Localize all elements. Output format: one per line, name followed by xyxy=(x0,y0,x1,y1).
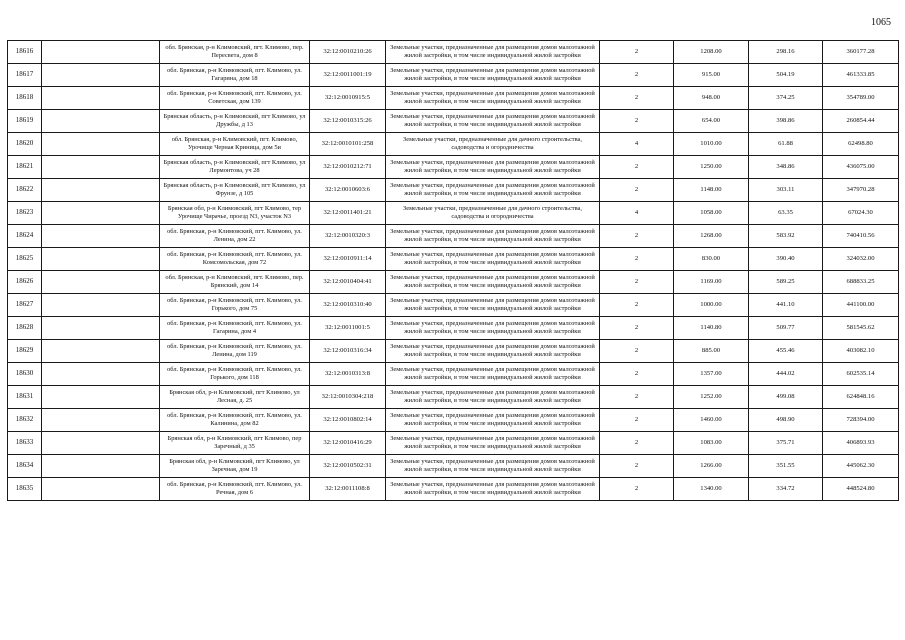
cadastral-number-cell: 32:12:0011001:5 xyxy=(310,317,386,340)
cadastral-value-cell: 354789.00 xyxy=(823,87,899,110)
land-use-cell: Земельные участки, предназначенные для размещения домов малоэтажной жилой застройки, в том числе индивидуальной жилой застройки xyxy=(386,156,600,179)
address-cell: Брянская область, р-н Климовский, пгт Климово, ул Лермонтова, уч 28 xyxy=(160,156,310,179)
address-cell: Брянская область, р-н Климовский, пгт Климово, ул Дружбы, д 13 xyxy=(160,110,310,133)
land-use-cell: Земельные участки, предназначенные для размещения домов малоэтажной жилой застройки, в том числе индивидуальной жилой застройки xyxy=(386,340,600,363)
cadastral-number-cell: 32:12:0010315:26 xyxy=(310,110,386,133)
empty-cell xyxy=(42,179,160,202)
table-row xyxy=(8,133,899,156)
address-cell: Брянская область, р-н Климовский, пгт Климово, ул Фрунзе, д 105 xyxy=(160,179,310,202)
address-cell: обл. Брянская, р-н Климовский, пгт. Климово, ул. Горького, дом 118 xyxy=(160,363,310,386)
row-number-cell: 18628 xyxy=(8,317,42,340)
specific-value-cell: 390.40 xyxy=(749,248,823,271)
area-cell: 915.00 xyxy=(674,64,749,87)
group-code-cell: 4 xyxy=(600,133,674,156)
table-row xyxy=(8,363,899,386)
row-number-cell: 18621 xyxy=(8,156,42,179)
empty-cell xyxy=(42,110,160,133)
group-code-cell: 2 xyxy=(600,156,674,179)
area-cell: 1460.00 xyxy=(674,409,749,432)
specific-value-cell: 61.88 xyxy=(749,133,823,156)
land-use-cell: Земельные участки, предназначенные для размещения домов малоэтажной жилой застройки, в том числе индивидуальной жилой застройки xyxy=(386,271,600,294)
cadastral-number-cell: 32:12:0010802:14 xyxy=(310,409,386,432)
address-cell: обл. Брянская, р-н Климовский, пгт. Климово, ул. Комсомольская, дом 72 xyxy=(160,248,310,271)
area-cell: 1250.00 xyxy=(674,156,749,179)
specific-value-cell: 504.19 xyxy=(749,64,823,87)
empty-cell xyxy=(42,202,160,225)
land-use-cell: Земельные участки, предназначенные для размещения домов малоэтажной жилой застройки, в том числе индивидуальной жилой застройки xyxy=(386,87,600,110)
empty-cell xyxy=(42,294,160,317)
specific-value-cell: 455.46 xyxy=(749,340,823,363)
area-cell: 1268.00 xyxy=(674,225,749,248)
table-row xyxy=(8,248,899,271)
address-cell: обл. Брянская, р-н Климовский, пгт. Климово, Урочище Черная Криница, дом 5и xyxy=(160,133,310,156)
specific-value-cell: 375.71 xyxy=(749,432,823,455)
address-cell: Брянская обл, р-н Климовский, пгт Климово, ул Лесная, д. 25 xyxy=(160,386,310,409)
specific-value-cell: 398.86 xyxy=(749,110,823,133)
row-number-cell: 18623 xyxy=(8,202,42,225)
address-cell: обл. Брянская, р-н Климовский, пгт. Климово, ул. Ленина, дом 119 xyxy=(160,340,310,363)
table-row xyxy=(8,156,899,179)
cadastral-number-cell: 32:12:0010101:258 xyxy=(310,133,386,156)
table-row xyxy=(8,225,899,248)
specific-value-cell: 334.72 xyxy=(749,478,823,501)
table-row xyxy=(8,271,899,294)
cadastral-number-cell: 32:12:0010313:8 xyxy=(310,363,386,386)
area-cell: 1208.00 xyxy=(674,41,749,64)
table-row xyxy=(8,41,899,64)
land-use-cell: Земельные участки, предназначенные для размещения домов малоэтажной жилой застройки, в том числе индивидуальной жилой застройки xyxy=(386,478,600,501)
row-number-cell: 18627 xyxy=(8,294,42,317)
area-cell: 1010.00 xyxy=(674,133,749,156)
cadastral-registry-table xyxy=(7,40,899,501)
land-use-cell: Земельные участки, предназначенные для размещения домов малоэтажной жилой застройки, в том числе индивидуальной жилой застройки xyxy=(386,64,600,87)
cadastral-number-cell: 32:12:0010603:6 xyxy=(310,179,386,202)
empty-cell xyxy=(42,455,160,478)
area-cell: 1340.00 xyxy=(674,478,749,501)
row-number-cell: 18632 xyxy=(8,409,42,432)
cadastral-value-cell: 324032.00 xyxy=(823,248,899,271)
area-cell: 1169.00 xyxy=(674,271,749,294)
area-cell: 1000.00 xyxy=(674,294,749,317)
address-cell: обл. Брянская, р-н Климовский, пгт. Климово, ул. Ленина, дом 22 xyxy=(160,225,310,248)
group-code-cell: 2 xyxy=(600,455,674,478)
cadastral-number-cell: 32:12:0010911:14 xyxy=(310,248,386,271)
empty-cell xyxy=(42,156,160,179)
address-cell: Брянская обл, р-н Климовский, пгт Климово, пер Заречный, д 35 xyxy=(160,432,310,455)
cadastral-number-cell: 32:12:0010502:31 xyxy=(310,455,386,478)
group-code-cell: 2 xyxy=(600,340,674,363)
cadastral-value-cell: 445062.30 xyxy=(823,455,899,478)
cadastral-value-cell: 436075.00 xyxy=(823,156,899,179)
row-number-cell: 18622 xyxy=(8,179,42,202)
land-use-cell: Земельные участки, предназначенные для размещения домов малоэтажной жилой застройки, в том числе индивидуальной жилой застройки xyxy=(386,294,600,317)
specific-value-cell: 498.90 xyxy=(749,409,823,432)
empty-cell xyxy=(42,225,160,248)
cadastral-value-cell: 448524.80 xyxy=(823,478,899,501)
area-cell: 1357.00 xyxy=(674,363,749,386)
empty-cell xyxy=(42,87,160,110)
specific-value-cell: 63.35 xyxy=(749,202,823,225)
empty-cell xyxy=(42,41,160,64)
cadastral-value-cell: 403082.10 xyxy=(823,340,899,363)
cadastral-value-cell: 461333.85 xyxy=(823,64,899,87)
cadastral-number-cell: 32:12:0011001:19 xyxy=(310,64,386,87)
group-code-cell: 2 xyxy=(600,179,674,202)
table-row xyxy=(8,340,899,363)
address-cell: Брянская обл, р-н Климовский, пгт Климово, ул Заречная, дом 19 xyxy=(160,455,310,478)
empty-cell xyxy=(42,478,160,501)
row-number-cell: 18626 xyxy=(8,271,42,294)
cadastral-value-cell: 740410.56 xyxy=(823,225,899,248)
table-row xyxy=(8,317,899,340)
empty-cell xyxy=(42,317,160,340)
area-cell: 948.00 xyxy=(674,87,749,110)
page-number: 1065 xyxy=(871,17,891,28)
group-code-cell: 2 xyxy=(600,271,674,294)
cadastral-number-cell: 32:12:0010310:40 xyxy=(310,294,386,317)
land-use-cell: Земельные участки, предназначенные для размещения домов малоэтажной жилой застройки, в том числе индивидуальной жилой застройки xyxy=(386,455,600,478)
row-number-cell: 18631 xyxy=(8,386,42,409)
cadastral-value-cell: 260854.44 xyxy=(823,110,899,133)
specific-value-cell: 348.86 xyxy=(749,156,823,179)
table-row xyxy=(8,409,899,432)
land-use-cell: Земельные участки, предназначенные для размещения домов малоэтажной жилой застройки, в том числе индивидуальной жилой застройки xyxy=(386,386,600,409)
address-cell: обл. Брянская, р-н Климовский, пгт. Климово, пер. Пересвета, дом 8 xyxy=(160,41,310,64)
cadastral-value-cell: 347970.28 xyxy=(823,179,899,202)
specific-value-cell: 589.25 xyxy=(749,271,823,294)
cadastral-number-cell: 32:12:0010212:71 xyxy=(310,156,386,179)
cadastral-number-cell: 32:12:0011108:8 xyxy=(310,478,386,501)
group-code-cell: 2 xyxy=(600,87,674,110)
group-code-cell: 2 xyxy=(600,225,674,248)
row-number-cell: 18635 xyxy=(8,478,42,501)
land-use-cell: Земельные участки, предназначенные для размещения домов малоэтажной жилой застройки, в том числе индивидуальной жилой застройки xyxy=(386,41,600,64)
area-cell: 830.00 xyxy=(674,248,749,271)
group-code-cell: 2 xyxy=(600,64,674,87)
cadastral-number-cell: 32:12:0010210:26 xyxy=(310,41,386,64)
address-cell: обл. Брянская, р-н Климовский, пгт. Климово, ул. Речная, дом 6 xyxy=(160,478,310,501)
group-code-cell: 2 xyxy=(600,294,674,317)
empty-cell xyxy=(42,432,160,455)
row-number-cell: 18625 xyxy=(8,248,42,271)
area-cell: 1252.00 xyxy=(674,386,749,409)
group-code-cell: 2 xyxy=(600,478,674,501)
land-use-cell: Земельные участки, предназначенные для дачного строительства, садоводства и огородничества xyxy=(386,133,600,156)
group-code-cell: 2 xyxy=(600,110,674,133)
cadastral-value-cell: 67024.30 xyxy=(823,202,899,225)
row-number-cell: 18617 xyxy=(8,64,42,87)
group-code-cell: 2 xyxy=(600,432,674,455)
land-use-cell: Земельные участки, предназначенные для размещения домов малоэтажной жилой застройки, в том числе индивидуальной жилой застройки xyxy=(386,432,600,455)
cadastral-value-cell: 688833.25 xyxy=(823,271,899,294)
cadastral-value-cell: 406893.93 xyxy=(823,432,899,455)
table-row xyxy=(8,386,899,409)
cadastral-number-cell: 32:12:0010304:218 xyxy=(310,386,386,409)
row-number-cell: 18633 xyxy=(8,432,42,455)
specific-value-cell: 499.08 xyxy=(749,386,823,409)
table-row xyxy=(8,478,899,501)
group-code-cell: 2 xyxy=(600,248,674,271)
empty-cell xyxy=(42,133,160,156)
row-number-cell: 18630 xyxy=(8,363,42,386)
land-use-cell: Земельные участки, предназначенные для дачного строительства, садоводства и огородничества xyxy=(386,202,600,225)
table-row xyxy=(8,64,899,87)
cadastral-value-cell: 62498.80 xyxy=(823,133,899,156)
land-use-cell: Земельные участки, предназначенные для размещения домов малоэтажной жилой застройки, в том числе индивидуальной жилой застройки xyxy=(386,363,600,386)
area-cell: 1266.00 xyxy=(674,455,749,478)
specific-value-cell: 298.16 xyxy=(749,41,823,64)
table-row xyxy=(8,179,899,202)
cadastral-number-cell: 32:12:0010416:29 xyxy=(310,432,386,455)
cadastral-value-cell: 581545.62 xyxy=(823,317,899,340)
specific-value-cell: 374.25 xyxy=(749,87,823,110)
land-use-cell: Земельные участки, предназначенные для размещения домов малоэтажной жилой застройки, в том числе индивидуальной жилой застройки xyxy=(386,248,600,271)
area-cell: 1058.00 xyxy=(674,202,749,225)
empty-cell xyxy=(42,64,160,87)
table-row xyxy=(8,432,899,455)
specific-value-cell: 509.77 xyxy=(749,317,823,340)
specific-value-cell: 583.92 xyxy=(749,225,823,248)
area-cell: 885.00 xyxy=(674,340,749,363)
cadastral-value-cell: 441100.00 xyxy=(823,294,899,317)
empty-cell xyxy=(42,363,160,386)
group-code-cell: 2 xyxy=(600,363,674,386)
group-code-cell: 2 xyxy=(600,409,674,432)
specific-value-cell: 303.11 xyxy=(749,179,823,202)
address-cell: обл. Брянская, р-н Климовский, пгт. Климово, ул. Горького, дом 75 xyxy=(160,294,310,317)
row-number-cell: 18624 xyxy=(8,225,42,248)
table-row xyxy=(8,455,899,478)
address-cell: обл. Брянская, р-н Климовский, пгт. Климово, ул. Калинина, дом 82 xyxy=(160,409,310,432)
empty-cell xyxy=(42,271,160,294)
table-row xyxy=(8,202,899,225)
address-cell: обл. Брянская, р-н Климовский, пгт. Климово, пер. Брянский, дом 14 xyxy=(160,271,310,294)
land-use-cell: Земельные участки, предназначенные для размещения домов малоэтажной жилой застройки, в том числе индивидуальной жилой застройки xyxy=(386,317,600,340)
cadastral-value-cell: 602535.14 xyxy=(823,363,899,386)
group-code-cell: 2 xyxy=(600,317,674,340)
row-number-cell: 18634 xyxy=(8,455,42,478)
land-use-cell: Земельные участки, предназначенные для размещения домов малоэтажной жилой застройки, в том числе индивидуальной жилой застройки xyxy=(386,179,600,202)
land-use-cell: Земельные участки, предназначенные для размещения домов малоэтажной жилой застройки, в том числе индивидуальной жилой застройки xyxy=(386,225,600,248)
specific-value-cell: 444.02 xyxy=(749,363,823,386)
area-cell: 1148.00 xyxy=(674,179,749,202)
address-cell: обл. Брянская, р-н Климовский, пгт. Климово, ул. Гагарина, дом 4 xyxy=(160,317,310,340)
specific-value-cell: 351.55 xyxy=(749,455,823,478)
group-code-cell: 4 xyxy=(600,202,674,225)
cadastral-value-cell: 624848.16 xyxy=(823,386,899,409)
group-code-cell: 2 xyxy=(600,386,674,409)
empty-cell xyxy=(42,248,160,271)
row-number-cell: 18629 xyxy=(8,340,42,363)
empty-cell xyxy=(42,409,160,432)
row-number-cell: 18616 xyxy=(8,41,42,64)
address-cell: обл. Брянская, р-н Климовский, пгт. Климово, ул. Советская, дом 139 xyxy=(160,87,310,110)
table-row xyxy=(8,110,899,133)
specific-value-cell: 441.10 xyxy=(749,294,823,317)
area-cell: 1083.00 xyxy=(674,432,749,455)
group-code-cell: 2 xyxy=(600,41,674,64)
cadastral-number-cell: 32:12:0010316:34 xyxy=(310,340,386,363)
cadastral-number-cell: 32:12:0010404:41 xyxy=(310,271,386,294)
area-cell: 654.00 xyxy=(674,110,749,133)
empty-cell xyxy=(42,386,160,409)
land-use-cell: Земельные участки, предназначенные для размещения домов малоэтажной жилой застройки, в том числе индивидуальной жилой застройки xyxy=(386,110,600,133)
address-cell: Брянская обл, р-н Климовский, пгт Климово, тер Урочище Чирачье, проезд N3, участок N3 xyxy=(160,202,310,225)
row-number-cell: 18619 xyxy=(8,110,42,133)
address-cell: обл. Брянская, р-н Климовский, пгт. Климово, ул. Гагарина, дом 18 xyxy=(160,64,310,87)
land-use-cell: Земельные участки, предназначенные для размещения домов малоэтажной жилой застройки, в том числе индивидуальной жилой застройки xyxy=(386,409,600,432)
table-row xyxy=(8,87,899,110)
empty-cell xyxy=(42,340,160,363)
cadastral-value-cell: 360177.28 xyxy=(823,41,899,64)
row-number-cell: 18618 xyxy=(8,87,42,110)
cadastral-value-cell: 728394.00 xyxy=(823,409,899,432)
cadastral-number-cell: 32:12:0010320:3 xyxy=(310,225,386,248)
row-number-cell: 18620 xyxy=(8,133,42,156)
cadastral-number-cell: 32:12:0011401:21 xyxy=(310,202,386,225)
area-cell: 1140.80 xyxy=(674,317,749,340)
table-row xyxy=(8,294,899,317)
cadastral-number-cell: 32:12:0010915:5 xyxy=(310,87,386,110)
